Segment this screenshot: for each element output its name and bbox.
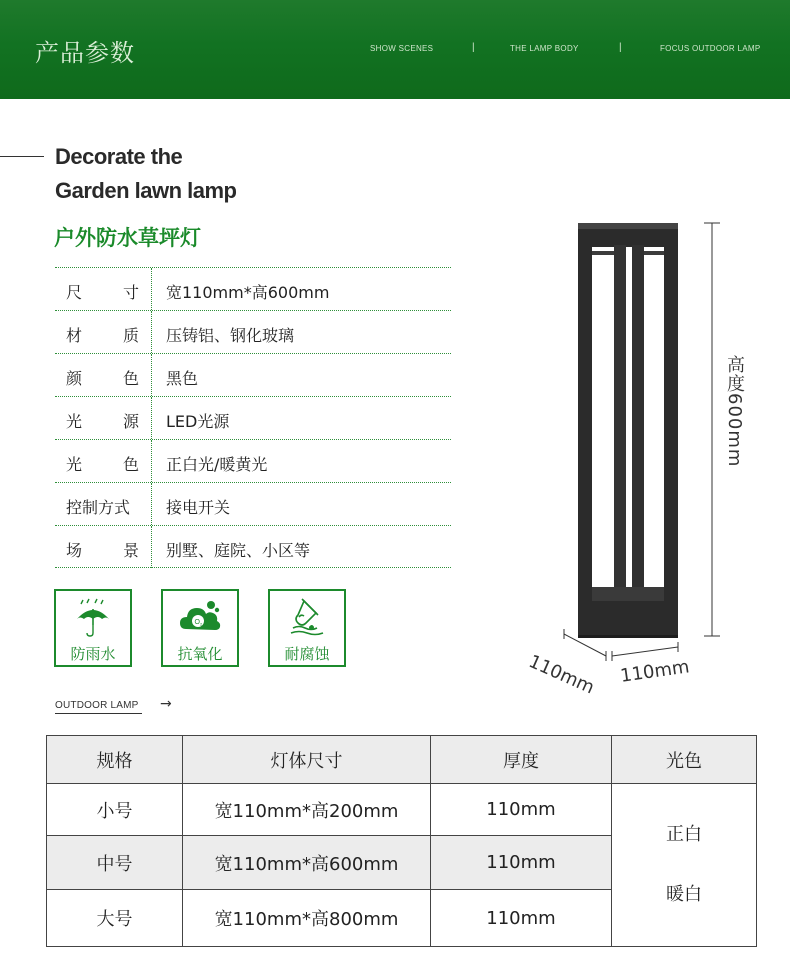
header-size: 灯体尺寸 [183,736,431,784]
spec-value: 别墅、庭院、小区等 [166,541,311,560]
spec-value: 正白光/暖黄光 [166,455,268,474]
size-table [46,735,757,947]
spec-key: 颜 色 [66,369,139,388]
cell-thickness: 110mm [431,784,612,836]
svg-text:O: O [194,619,200,626]
spec-divider [151,440,152,482]
spec-value: 压铸铝、钢化玻璃 [166,326,295,345]
spec-value: 黑色 [166,369,199,388]
cell-size: 宽110mm*高600mm [183,836,431,890]
spec-key: 场 景 [66,541,139,560]
spec-divider [151,311,152,353]
umbrella-rain-icon [56,597,130,637]
cell-size: 宽110mm*高200mm [183,784,431,836]
spec-row [55,310,451,353]
table-row [47,784,757,836]
width-dimension-label: 110mm [619,656,691,687]
spec-divider [151,483,152,525]
spec-key: 光 源 [66,412,139,431]
cell-spec: 中号 [47,836,183,890]
header-title: 产品参数 [35,39,135,67]
oxygen-cloud-icon [163,597,237,637]
test-tube-water-icon [270,597,344,637]
cell-thickness: 110mm [431,836,612,890]
spec-value: 接电开关 [166,498,231,517]
spec-row [55,439,451,482]
cell-light-colors [612,784,757,947]
header-thickness: 厚度 [431,736,612,784]
spec-divider [151,526,152,568]
outdoor-underline [55,713,142,714]
spec-key: 尺 寸 [66,283,139,302]
header-spec: 规格 [47,736,183,784]
nav-focus-outdoor-lamp[interactable]: FOCUS OUTDOOR LAMP [660,44,761,53]
feature-badge-antioxidation [161,589,239,667]
light-color-warm: 暖白 [666,884,702,905]
spec-divider [151,354,152,396]
spec-row [55,396,451,439]
page-header [0,0,790,99]
depth-dimension-label: 110mm [525,651,598,699]
spec-row [55,353,451,396]
spec-divider [151,397,152,439]
cell-spec: 小号 [47,784,183,836]
spec-row [55,525,451,568]
spec-value: 宽110mm*高600mm [166,283,330,302]
feature-badge-corrosion [268,589,346,667]
arrow-right-icon[interactable]: → [160,696,172,712]
product-name: 户外防水草坪灯 [54,226,201,250]
nav-lamp-body[interactable]: THE LAMP BODY [510,44,579,53]
nav-separator: | [472,42,475,53]
size-table-header [47,736,757,784]
cell-thickness: 110mm [431,890,612,947]
spec-key: 材 质 [66,326,139,345]
height-dimension-label: 高度600mm [724,355,745,468]
nav-separator: | [619,42,622,53]
svg-text:2: 2 [200,621,203,627]
badge-label: 抗氧化 [177,645,223,663]
heading-en-line2: Garden lawn lamp [55,178,237,203]
light-color-cool: 正白 [666,824,702,845]
spec-row [55,482,451,525]
spec-key: 控制方式 [66,498,131,517]
cell-spec: 大号 [47,890,183,947]
outdoor-lamp-link[interactable]: OUTDOOR LAMP [55,700,139,711]
spec-key: 光 色 [66,455,139,474]
cell-size: 宽110mm*高800mm [183,890,431,947]
nav-show-scenes[interactable]: SHOW SCENES [370,44,434,53]
badge-label: 耐腐蚀 [284,645,330,663]
lead-line [0,156,44,157]
badge-label: 防雨水 [70,645,116,663]
spec-value: LED光源 [166,412,230,431]
spec-divider [151,268,152,310]
feature-badge-waterproof [54,589,132,667]
spec-row [55,267,451,310]
spec-table [55,267,451,568]
heading-en-line1: Decorate the [55,144,183,169]
header-light-color: 光色 [612,736,757,784]
